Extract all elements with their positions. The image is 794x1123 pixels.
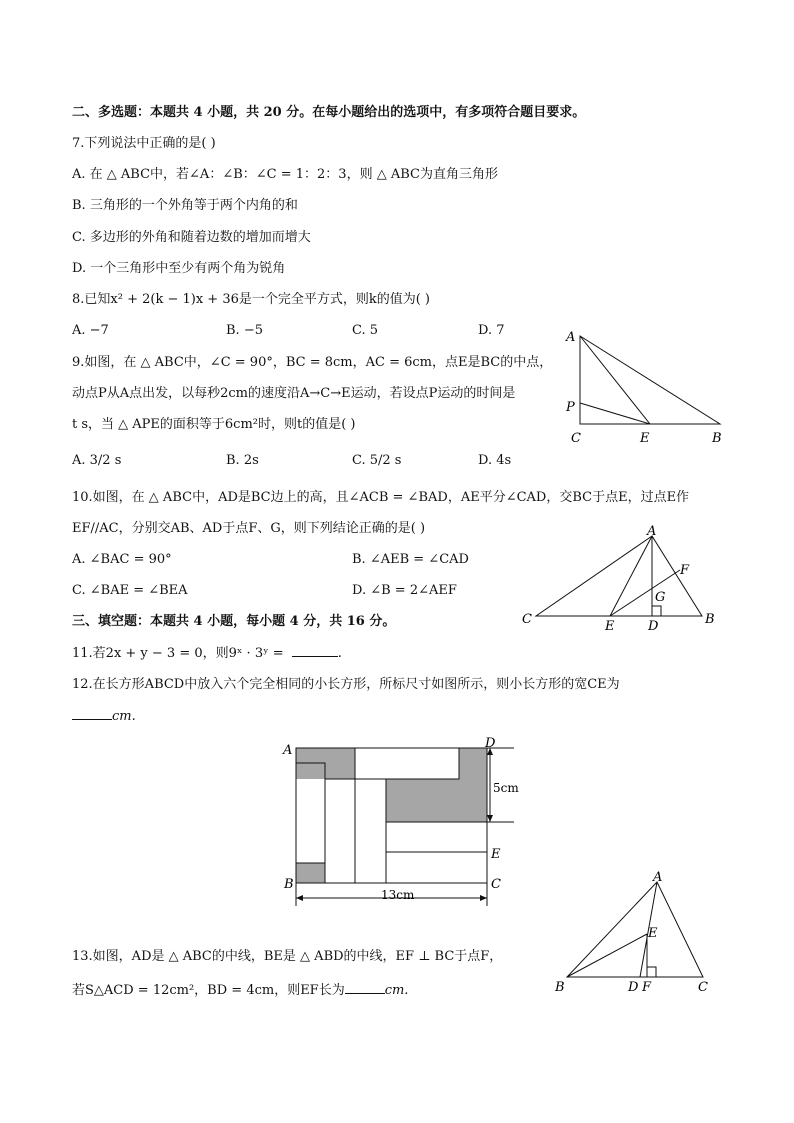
q9-triangle-figure [560,328,735,448]
q10-label-d: D [648,619,659,634]
q13-line-1: 13.如图，AD是 △ ABC的中线，BE是 △ ABD的中线，EF ⊥ BC于点F， [72,949,503,964]
q8-option-d: D. 7 [478,323,505,338]
q13-line-2 [72,981,408,1000]
q10-line-2: EF//AC，分别交AB、AD于点F、G，则下列结论正确的是( ) [72,521,426,536]
q13-label-b: B [555,980,565,995]
q9-label-p: P [566,400,575,415]
q10-option-b: B. ∠AEB = ∠CAD [352,552,469,567]
q11-stem: 11.若2x + y − 3 = 0，则9ˣ · 3ʸ = [72,646,284,661]
q7-option-a: A. 在 △ ABC中，若∠A：∠B：∠C = 1：2：3，则 △ ABC为直角三角形 [72,167,498,182]
q11-tail: . [337,646,342,661]
q9-option-d: D. 4s [478,453,512,468]
q13-label-d: D [628,980,639,995]
q12-unit: cm. [112,709,136,724]
q12-label-d: D [485,736,496,751]
q10-label-c: C [522,612,532,627]
q12-dim-5cm: 5cm [493,781,519,795]
q13-label-f: F [642,980,652,995]
q10-label-e: E [605,619,615,634]
q10-label-b: B [705,612,715,627]
q9-label-b: B [712,431,722,446]
q12-label-c: C [491,877,501,892]
q13-answer-blank [345,981,385,994]
q9-label-c: C [571,431,581,446]
q10-triangle-figure [515,520,725,635]
q9-option-c: C. 5/2 s [352,453,402,468]
q7-stem: 7.下列说法中正确的是( ) [72,136,216,151]
q8-option-c: C. 5 [352,323,379,338]
q10-option-a: A. ∠BAC = 90° [72,552,172,567]
q9-label-e: E [640,431,650,446]
q13-label-e: E [648,926,658,941]
q12-label-e: E [491,847,501,862]
q13-stem: 若S△ACD = 12cm²，BD = 4cm，则EF长为 [72,983,345,998]
q12-label-a: A [283,743,293,758]
q9-line-2: 动点P从A点出发，以每秒2cm的速度沿A→C→E运动，若设点P运动的时间是 [72,386,516,401]
q10-option-c: C. ∠BAE = ∠BEA [72,583,188,598]
q10-label-g: G [655,590,666,605]
q11 [72,644,342,663]
q8-option-b: B. −5 [226,323,263,338]
q10-label-f: F [680,563,690,578]
section-2-header: 二、多选题：本题共 4 小题，共 20 分。在每小题给出的选项中，有多项符合题目要求。 [72,105,586,120]
q8-option-a: A. −7 [72,323,109,338]
q12-label-b: B [284,877,294,892]
q9-label-a: A [566,330,576,345]
q7-option-c: C. 多边形的外角和随着边数的增加而增大 [72,230,311,245]
q12-answer-blank [72,707,112,720]
q10-option-d: D. ∠B = 2∠AEF [352,583,457,598]
q12-answer-line [72,707,136,726]
q10-label-a: A [647,524,657,539]
q8-stem: 8.已知x² + 2(k − 1)x + 36是一个完全平方式，则k的值为( ) [72,292,431,307]
q13-label-a: A [653,870,663,885]
q9-option-b: B. 2s [226,453,259,468]
q10-line-1: 10.如图，在 △ ABC中，AD是BC边上的高，且∠ACB = ∠BAD，AE平分∠CAD，交BC于点E，过点E作 [72,490,690,505]
q12-stem: 12.在长方形ABCD中放入六个完全相同的小长方形，所标尺寸如图所示，则小长方形的宽CE为 [72,677,620,692]
q13-unit: cm. [384,983,409,998]
q11-answer-blank [292,644,338,657]
q9-line-1: 9.如图，在 △ ABC中，∠C = 90°，BC = 8cm，AC = 6cm，点E是BC的中点， [72,355,553,370]
q12-rectangle-figure [278,734,528,914]
q7-option-b: B. 三角形的一个外角等于两个内角的和 [72,198,298,213]
q7-option-d: D. 一个三角形中至少有两个角为锐角 [72,261,286,276]
q9-option-a: A. 3/2 s [72,453,122,468]
q13-label-c: C [698,980,708,995]
section-3-header: 三、填空题：本题共 4 小题，每小题 4 分，共 16 分。 [72,614,396,629]
q12-dim-13cm: 13cm [381,888,415,902]
q9-line-3: t s，当 △ APE的面积等于6cm²时，则t的值是( ) [72,417,356,432]
q13-triangle-figure [550,867,720,997]
